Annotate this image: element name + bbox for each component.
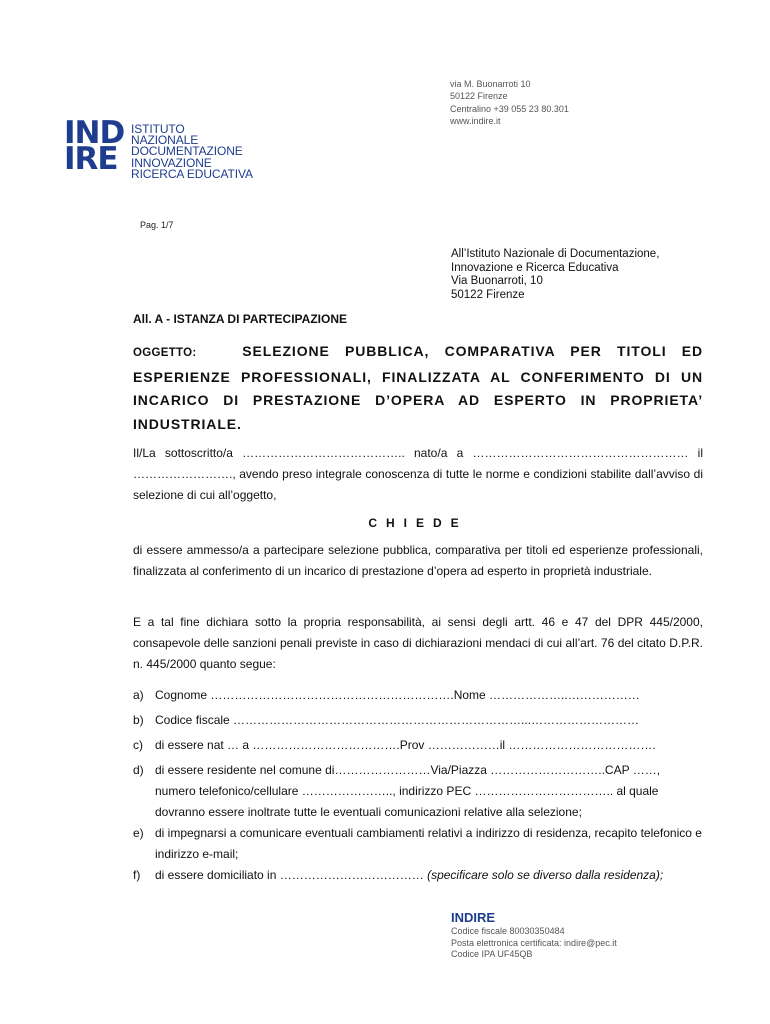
logo-name-line: NAZIONALE	[131, 133, 199, 148]
list-item-letter: e)	[133, 826, 144, 840]
logo-name-line: DOCUMENTAZIONE	[131, 144, 243, 159]
list-item-note: (specificare solo se diverso dalla residenza);	[427, 868, 664, 882]
logo-institute-name	[131, 124, 253, 180]
footer-pec: Posta elettronica certificata: indire@pec.it	[451, 937, 617, 948]
list-item-letter: b)	[133, 713, 144, 727]
intro-paragraph: Il/La sottoscritto/a ………………………………….. nato/a a ……………………………………………… il ……………………., avendo preso integrale conoscenza di tutte le norme e condizioni stabilite dall’avviso di selezione di cui all’oggetto,	[133, 446, 703, 502]
list-item-text-main: di essere domiciliato in ………………………………	[155, 868, 424, 882]
list-item-text: di impegnarsi a comunicare eventuali cambiamenti relativi a indirizzo di residenza, recapito telefonico e indirizzo e-mail;	[155, 826, 702, 861]
contact-address	[450, 78, 569, 128]
list-item	[133, 760, 703, 823]
document-heading: All. A - ISTANZA DI PARTECIPAZIONE	[133, 312, 347, 326]
footer-tax-code: Codice fiscale 80030350484	[451, 926, 565, 936]
subject-label: OGGETTO:	[133, 347, 197, 359]
list-item-letter: a)	[133, 688, 144, 702]
address-phone: Centralino +39 055 23 80.301	[450, 103, 569, 114]
list-item-text: di essere nat … a ……………………………….Prov ………………il ……………………………….	[155, 738, 656, 752]
footer-title: INDIRE	[451, 910, 496, 925]
logo-name-line: INNOVAZIONE	[131, 155, 212, 170]
list-item	[133, 685, 703, 706]
declaration-paragraph: E a tal fine dichiara sotto la propria responsabilità, ai sensi degli artt. 46 e 47 del DPR 445/2000, consapevole delle sanzioni penali previste in caso di dichiarazioni mendaci di cui all’art. 76 del citato D.P.R. n. 445/2000 quanto segue:	[133, 615, 703, 671]
list-item	[133, 710, 703, 731]
request-heading: CHIEDE	[368, 516, 468, 530]
recipient-line: Innovazione e Ricerca Educativa	[451, 261, 619, 274]
subject-block	[133, 340, 703, 436]
list-item-text	[155, 865, 703, 886]
recipient-line: 50122 Firenze	[451, 289, 525, 302]
recipient-line: Via Buonarroti, 10	[451, 275, 543, 288]
indire-logo	[64, 115, 125, 177]
address-city: 50122 Firenze	[450, 91, 508, 102]
address-website: www.indire.it	[450, 116, 501, 127]
list-item-letter: d)	[133, 763, 144, 777]
recipient-line: All’Istituto Nazionale di Documentazione,	[451, 248, 660, 260]
list-item-text: Cognome …………………………………………………….Nome ………………..………………	[155, 688, 640, 702]
footer-ipa-code: Codice IPA UF45QB	[451, 949, 533, 959]
logo-name-line: RICERCA EDUCATIVA	[131, 166, 253, 181]
list-item-continuation: numero telefonico/cellulare ………………….., indirizzo PEC …………………………….. al quale dovranno essere inoltrate tutte le eventuali comunicazioni relative alla selezione;	[155, 784, 659, 819]
address-street: via M. Buonarroti 10	[450, 79, 531, 89]
list-item-text: di essere residente nel comune di……………………Via/Piazza ………………………..CAP ……,	[155, 763, 661, 777]
request-paragraph: di essere ammesso/a a partecipare selezione pubblica, comparativa per titoli ed esperienze professionali, finalizzata al conferimento di un incarico di prestazione d’opera ad esperto in proprietà industriale.	[133, 543, 703, 578]
list-item-letter: c)	[133, 738, 143, 752]
logo-mark-bottom: IRE	[64, 141, 118, 177]
subject-text: SELEZIONE PUBBLICA, COMPARATIVA PER TITOLI ED ESPERIENZE PROFESSIONALI, FINALIZZATA AL CONFERIMENTO DI UN INCARICO DI PRESTAZIONE D’OPERA AD ESPERTO IN PROPRIETA’ INDUSTRIALE.	[133, 343, 704, 432]
list-item	[133, 865, 703, 886]
logo-name-line: ISTITUTO	[131, 122, 185, 136]
footer-block	[451, 910, 617, 961]
logo-mark-top: IND	[64, 115, 125, 151]
page-number: Pag. 1/7	[140, 220, 174, 230]
list-item	[133, 823, 703, 865]
list-item	[133, 735, 703, 756]
list-item-text: Codice fiscale ………………………………………………………………...………………………	[155, 713, 640, 727]
list-item-letter: f)	[133, 868, 141, 882]
recipient-address	[451, 248, 659, 303]
